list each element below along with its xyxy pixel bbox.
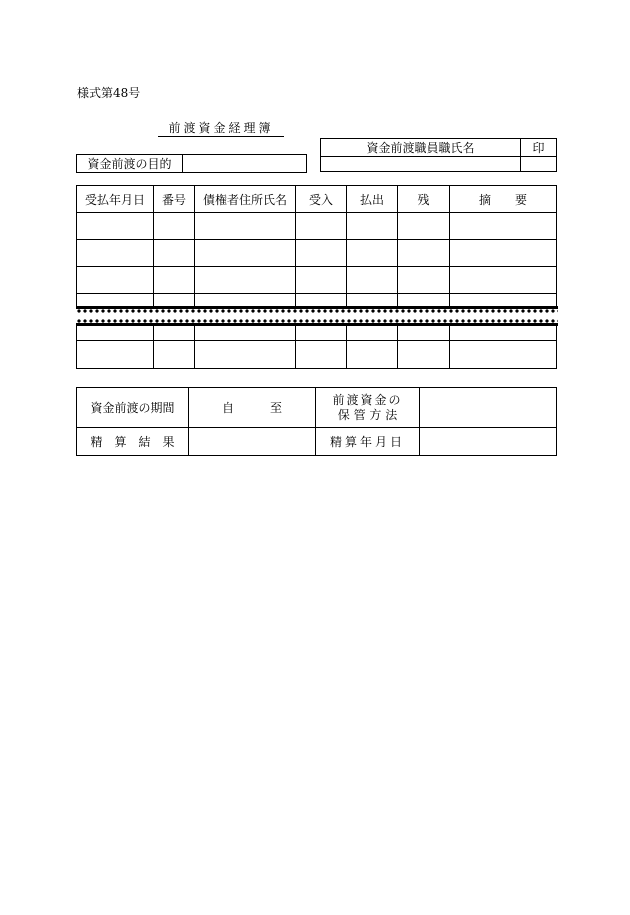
header-remarks: 摘 要 xyxy=(450,186,557,213)
purpose-field[interactable] xyxy=(183,155,307,173)
cell[interactable] xyxy=(450,267,557,294)
cell[interactable] xyxy=(450,213,557,240)
settlement-date-label: 精算年月日 xyxy=(316,428,420,456)
seal-label: 印 xyxy=(521,139,557,157)
cell[interactable] xyxy=(77,213,154,240)
cell[interactable] xyxy=(77,267,154,294)
table-row xyxy=(77,267,557,294)
cell[interactable] xyxy=(154,341,195,369)
cell[interactable] xyxy=(450,341,557,369)
cell[interactable] xyxy=(347,267,398,294)
cell[interactable] xyxy=(195,240,296,267)
cell[interactable] xyxy=(195,267,296,294)
header-number: 番号 xyxy=(154,186,195,213)
staff-name-table xyxy=(320,138,557,172)
cell[interactable] xyxy=(77,325,154,341)
settlement-date-field[interactable] xyxy=(420,428,557,456)
cell[interactable] xyxy=(398,341,450,369)
cell[interactable] xyxy=(195,325,296,341)
cell[interactable] xyxy=(398,325,450,341)
settlement-result-field[interactable] xyxy=(189,428,316,456)
settlement-table xyxy=(76,387,557,456)
purpose-label: 資金前渡の目的 xyxy=(77,155,183,173)
header-date: 受払年月日 xyxy=(77,186,154,213)
header-received: 受入 xyxy=(296,186,347,213)
seal-field[interactable] xyxy=(521,157,557,172)
cell[interactable] xyxy=(296,240,347,267)
table-row xyxy=(77,213,557,240)
cell[interactable] xyxy=(77,341,154,369)
cell[interactable] xyxy=(296,341,347,369)
ledger-header-row xyxy=(77,186,557,213)
cell[interactable] xyxy=(195,213,296,240)
cell[interactable] xyxy=(398,267,450,294)
table-row xyxy=(77,240,557,267)
cell[interactable] xyxy=(154,240,195,267)
header-balance: 残 xyxy=(398,186,450,213)
ledger-table xyxy=(76,185,557,308)
cell[interactable] xyxy=(398,240,450,267)
table-row xyxy=(77,341,557,369)
cell[interactable] xyxy=(450,325,557,341)
table-row xyxy=(77,325,557,341)
staff-name-field[interactable] xyxy=(321,157,521,172)
cell[interactable] xyxy=(296,325,347,341)
cell[interactable] xyxy=(296,267,347,294)
cell[interactable] xyxy=(347,213,398,240)
cell[interactable] xyxy=(347,325,398,341)
cell[interactable] xyxy=(77,240,154,267)
form-number: 様式第48号 xyxy=(77,86,141,100)
storage-label-line1: 前渡資金の xyxy=(332,392,403,407)
cell[interactable] xyxy=(347,341,398,369)
storage-label-line2: 保 管 方 法 xyxy=(337,407,398,422)
header-paid: 払出 xyxy=(347,186,398,213)
cell[interactable] xyxy=(296,213,347,240)
storage-method-field[interactable] xyxy=(420,388,557,428)
storage-method-label xyxy=(316,388,420,428)
period-from-to[interactable]: 自 至 xyxy=(189,388,316,428)
cell[interactable] xyxy=(154,325,195,341)
cell[interactable] xyxy=(154,213,195,240)
break-wave-top xyxy=(76,309,558,314)
cell[interactable] xyxy=(347,240,398,267)
settlement-result-label: 精 算 結 果 xyxy=(77,428,189,456)
header-creditor: 債権者住所氏名 xyxy=(195,186,296,213)
cell[interactable] xyxy=(450,240,557,267)
document-title: 前渡資金経理簿 xyxy=(158,121,284,137)
purpose-table xyxy=(76,154,307,173)
cell[interactable] xyxy=(398,213,450,240)
cell[interactable] xyxy=(154,267,195,294)
cell[interactable] xyxy=(195,341,296,369)
period-label: 資金前渡の期間 xyxy=(77,388,189,428)
staff-name-label: 資金前渡職員職氏名 xyxy=(321,139,521,157)
ledger-table-continued xyxy=(76,324,557,369)
